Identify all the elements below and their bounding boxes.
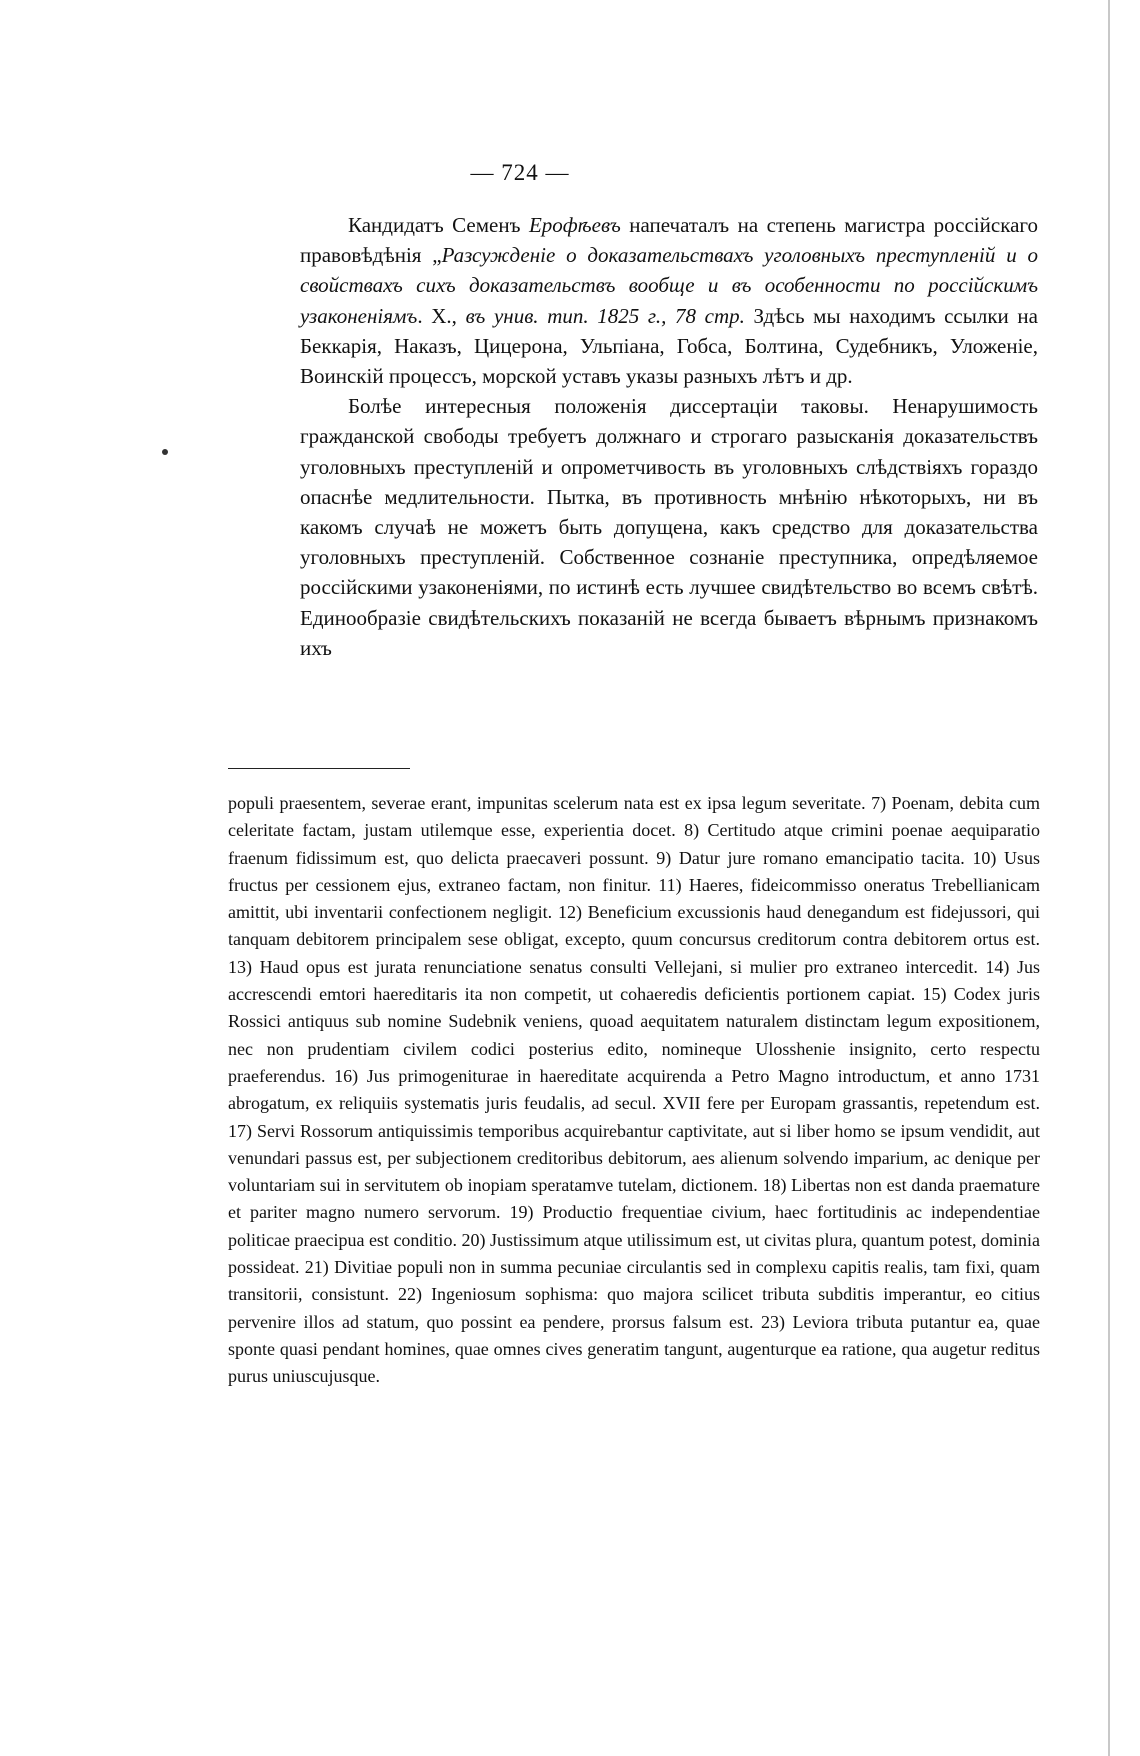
footnote-text: populi praesentem, severae erant, impunitas scelerum nata est ex ipsa legum severitate. 7) Poenam, debita cum celeritate factam, justam utilemque esse, experientia docet. 8) Certitudo atque crimini poenae aequiparatio fraenum fidissimum est, quo delicta praecaveri possunt. 9) Datur jure romano emancipatio tacita. 10) Usus fructus per cessionem ejus, extraneo factam, non finitur. 11) Haeres, fideicommisso oneratus Trebellianicam amittit, ubi inventarii confectionem negligit. 12) Beneficium excussionis haud denegandum est fidejussori, qui tanquam debitorem principalem sese obligat, excepto, quum concursus creditorum contra debitorem ortus est. 13) Haud opus est jurata renunciatione senatus consulti Vellejani, si mulier pro extraneo intercedit. 14) Jus accrescendi emtori haereditaris ita non competit, ut cohaeredis deficientis portionem capiat. 15) Codex juris Rossici antiquus sub nomine Sudebnik veniens, quoad aequitatem naturalem distinctam legum expositionem, nec non prudentiam civilem codici posterius edito, nomineque Ulosshenie insignito, certo respectu praeferendus. 16) Jus primogeniturae in haereditate acquirenda a Petro Magno introductum, et anno 1731 abrogatum, ex reliquiis systematis juris feudalis, ad secul. XVII fere per Europam grassantis, repetendum est. 17) Servi Rossorum antiquissimis temporibus acquirebantur captivitate, aut si liber homo se ipsum vendidit, aut venundari passus est, per subjectionem creditoribus debitorum, aes alienum solvendo imparium, ac denique per voluntariam sui in servitutem ob inopiam speratamve tutelam, dictionem. 18) Libertas non est danda praemature et pariter magno numero servorum. 19) Productio frequentiae civium, haec fortitudinis ac independentiae politicae praecipua est conditio. 20) Justissimum atque utilissimum est, ut civitas plura, quantum potest, dominia possideat. 21) Divitiae populi non in summa pecuniae circulantis sed in complexu capitis realis, tam fixi, quam transitorii, consistunt. 22) Ingeniosum sophisma: quo majora scilicet tributa subditis imperantur, eo citius pervenire illos ad statum, quo possint ea pendere, prorsus falsum est. 23) Leviora tributa putantur ea, quae sponte quasi pendant homines, quae omnes cives generatim tangunt, augenturque ea ratione, qua augetur reditus purus uniuscujusque. (228, 793, 1040, 1387)
author-surname: Ерофѣевъ (528, 213, 621, 237)
p1-intro: Кандидатъ Семенъ (348, 213, 529, 237)
publication-info: въ унив. тип. 1825 г., 78 стр. (465, 303, 745, 328)
footnote-rule (228, 768, 410, 769)
p1-intro-cont: напечаталъ на степень магистра россійскаго правовѣдѣнія „ (300, 213, 1038, 268)
p1-place: . X., (417, 303, 466, 328)
paragraph-2: Болѣе интересныя положенія диссертаціи таковы. Ненарушимость гражданской свободы требуетъ должнаго и строгаго разысканія доказательствъ уголовныхъ преступленій и опрометчивость въ уголовныхъ слѣдствіяхъ гораздо опаснѣе медлительности. Пытка, въ противность мнѣнію нѣкоторыхъ, ни въ какомъ случаѣ не можетъ быть допущена, какъ средство для доказательства уголовныхъ преступленій. Собственное сознаніе преступника, опредѣляемое россійскими узаконеніями, по истинѣ есть лучшее свидѣтельство во всемъ свѣтѣ. Единообразіе свидѣтельскихъ показаній не всегда бываетъ вѣрнымъ признакомъ ихъ (300, 394, 1038, 660)
paragraph-1 (300, 210, 1038, 391)
page-edge-line (1108, 0, 1110, 1756)
main-text (300, 210, 1038, 663)
footnote-block (228, 790, 1040, 1391)
p1-sources: Здѣсь мы находимъ ссылки на Беккарія, Наказъ, Цицерона, Ульпіана, Гобса, Болтина, Судебникъ, Уложеніе, Воинскій процессъ, морской уставъ указы разныхъ лѣтъ и др. (300, 303, 1038, 389)
dissertation-title: Разсужденіе о доказательствахъ уголовныхъ преступленій и о свойствахъ сихъ доказательствъ вообще и въ особенности по россійскимъ узаконеніямъ (300, 243, 1038, 328)
page-number: — 724 — (470, 160, 570, 185)
margin-mark (162, 449, 168, 455)
